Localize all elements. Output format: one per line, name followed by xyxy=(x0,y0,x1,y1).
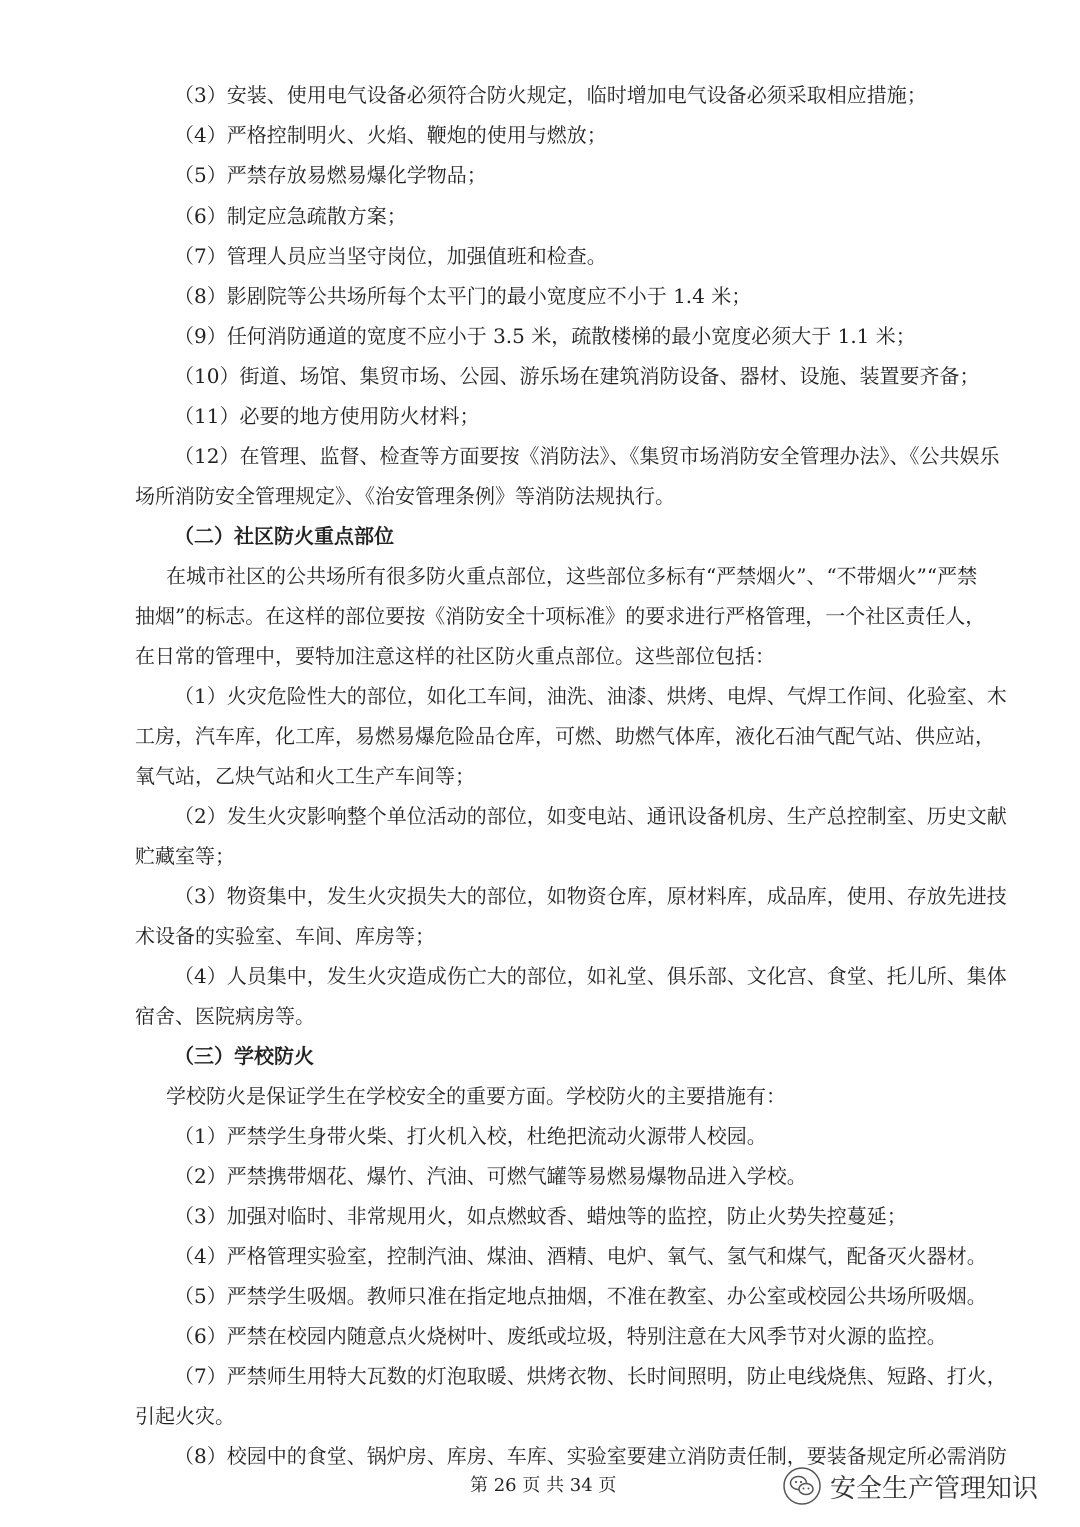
text-line: （8）影剧院等公共场所每个太平门的最小宽度应不小于 1.4 米； xyxy=(174,284,752,308)
watermark xyxy=(782,1466,1038,1506)
text-line: （2）发生火灾影响整个单位活动的部位，如变电站、通讯设备机房、生产总控制室、历史文献 xyxy=(174,804,1007,828)
text-line: （3）安装、使用电气设备必须符合防火规定，临时增加电气设备必须采取相应措施； xyxy=(174,83,927,107)
text-line: 工房，汽车库，化工库，易燃易爆危险品仓库，可燃、助燃气体库，液化石油气配气站、供应站， xyxy=(135,724,995,748)
text-line: 宿舍、医院病房等。 xyxy=(135,1004,315,1028)
text-line: （5）严禁学生吸烟。教师只准在指定地点抽烟，不准在教室、办公室或校园公共场所吸烟。 xyxy=(174,1284,987,1308)
text-line: 在日常的管理中，要特加注意这样的社区防火重点部位。这些部位包括： xyxy=(135,644,775,668)
text-line: （9）任何消防通道的宽度不应小于 3.5 米，疏散楼梯的最小宽度必须大于 1.1 米； xyxy=(174,324,916,348)
text-line: 抽烟”的标志。在这样的部位要按《消防安全十项标准》的要求进行严格管理，一个社区责任人， xyxy=(135,604,986,628)
section-heading: （三）学校防火 xyxy=(174,1044,314,1068)
text-line: （4）严格控制明火、火焰、鞭炮的使用与燃放； xyxy=(174,123,607,147)
text-line: （1）火灾危险性大的部位，如化工车间，油洗、油漆、烘烤、电焊、气焊工作间、化验室、木 xyxy=(174,684,1007,708)
text-line: （8）校园中的食堂、锅炉房、库房、车库、实验室要建立消防责任制，要装备规定所必需消防 xyxy=(174,1444,1007,1468)
text-line: （7）管理人员应当坚守岗位，加强值班和检查。 xyxy=(174,244,607,268)
text-line: （5）严禁存放易燃易爆化学物品； xyxy=(174,163,487,187)
text-line: （12）在管理、监督、检查等方面要按《消防法》、《集贸市场消防安全管理办法》、《公共娱乐 xyxy=(174,444,1000,468)
text-line: 氧气站，乙炔气站和火工生产车间等； xyxy=(135,764,475,788)
text-line: 引起火灾。 xyxy=(135,1404,235,1428)
section-heading: （二）社区防火重点部位 xyxy=(174,524,394,548)
text-line: （10）街道、场馆、集贸市场、公园、游乐场在建筑消防设备、器材、设施、装置要齐备； xyxy=(174,364,980,388)
text-line: （2）严禁携带烟花、爆竹、汽油、可燃气罐等易燃易爆物品进入学校。 xyxy=(174,1164,807,1188)
text-line: 术设备的实验室、车间、库房等； xyxy=(135,924,435,948)
text-line: 在城市社区的公共场所有很多防火重点部位，这些部位多标有“严禁烟火”、“不带烟火”“严禁 xyxy=(166,564,978,588)
text-line: 场所消防安全管理规定》、《治安管理条例》等消防法规执行。 xyxy=(135,484,675,508)
text-line: （1）严禁学生身带火柴、打火机入校，杜绝把流动火源带人校园。 xyxy=(174,1124,767,1148)
page-footer: 第 26 页 共 34 页 xyxy=(470,1475,617,1496)
text-line: （6）制定应急疏散方案； xyxy=(174,204,407,228)
text-line: （6）严禁在校园内随意点火烧树叶、废纸或垃圾，特别注意在大风季节对火源的监控。 xyxy=(174,1324,947,1348)
watermark-text: 安全生产管理知识 xyxy=(830,1473,1039,1504)
text-line: （3）物资集中，发生火灾损失大的部位，如物资仓库，原材料库，成品库，使用、存放先进技 xyxy=(174,884,1007,908)
text-line: （7）严禁师生用特大瓦数的灯泡取暖、烘烤衣物、长时间照明，防止电线烧焦、短路、打火， xyxy=(174,1364,1007,1388)
text-line: （11）必要的地方使用防火材料； xyxy=(174,404,480,428)
text-line: （4）严格管理实验室，控制汽油、煤油、酒精、电炉、氧气、氢气和煤气，配备灭火器材。 xyxy=(174,1244,987,1268)
text-line: （3）加强对临时、非常规用火，如点燃蚊香、蜡烛等的监控，防止火势失控蔓延； xyxy=(174,1204,907,1228)
text-line: （4）人员集中，发生火灾造成伤亡大的部位，如礼堂、俱乐部、文化宫、食堂、托儿所、集体 xyxy=(174,964,1007,988)
wechat-icon xyxy=(782,1466,822,1506)
text-line: 贮藏室等； xyxy=(135,844,235,868)
text-line: 学校防火是保证学生在学校安全的重要方面。学校防火的主要措施有： xyxy=(166,1084,786,1108)
